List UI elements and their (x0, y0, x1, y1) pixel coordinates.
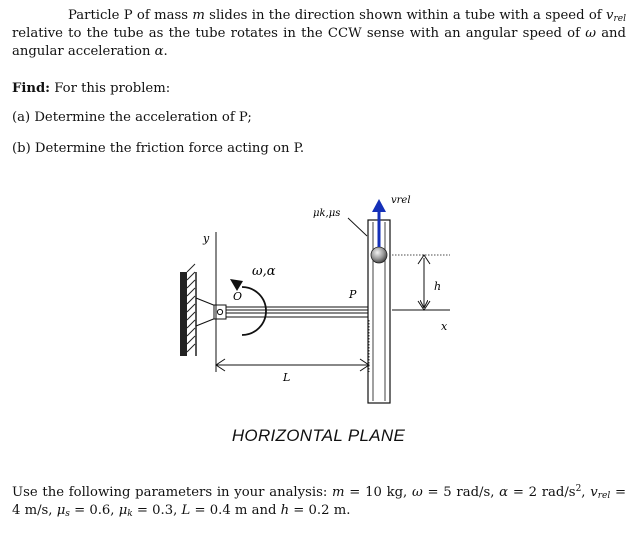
label-omega-alpha: ω,α (252, 264, 276, 279)
label-o: O (233, 290, 243, 303)
l-dimension (216, 320, 369, 372)
label-y: y (203, 232, 210, 245)
label-mu: μk,μs (313, 208, 341, 219)
label-l: L (283, 371, 291, 384)
label-h: h (434, 280, 442, 293)
pivot-bracket (196, 298, 226, 326)
particle-p (371, 247, 387, 263)
find-line: Find: For this problem: (12, 81, 171, 96)
friction-leader (348, 218, 367, 236)
part-a: (a) Determine the acceleration of P; (12, 110, 252, 125)
figure-caption: HORIZONTAL PLANE (231, 426, 406, 445)
part-b: (b) Determine the friction force acting on P. (12, 141, 305, 156)
label-vrel: vrel (391, 195, 411, 206)
label-p: P (349, 288, 357, 301)
label-x: x (441, 320, 448, 333)
problem-intro: Particle P of mass m slides in the direction shown within a tube with a speed of $v_{rel}$ relative to the tube as the tube rotates in the CCW sense with an angular speed of ω and angular acceleration α. (12, 8, 626, 59)
parameters: Use the following parameters in your analysis: m = 10 kg, ω = 5 rad/s, α = 2 rad/$s^2$, $v_{rel} = 4$ m/s, $\mu_s = 0.6$, $\mu_k = 0.3$, L = 0.4 m and h = 0.2 m. (12, 484, 626, 519)
h-dimension (392, 255, 450, 310)
rotating-arm (226, 307, 368, 317)
wall-support (180, 264, 196, 356)
